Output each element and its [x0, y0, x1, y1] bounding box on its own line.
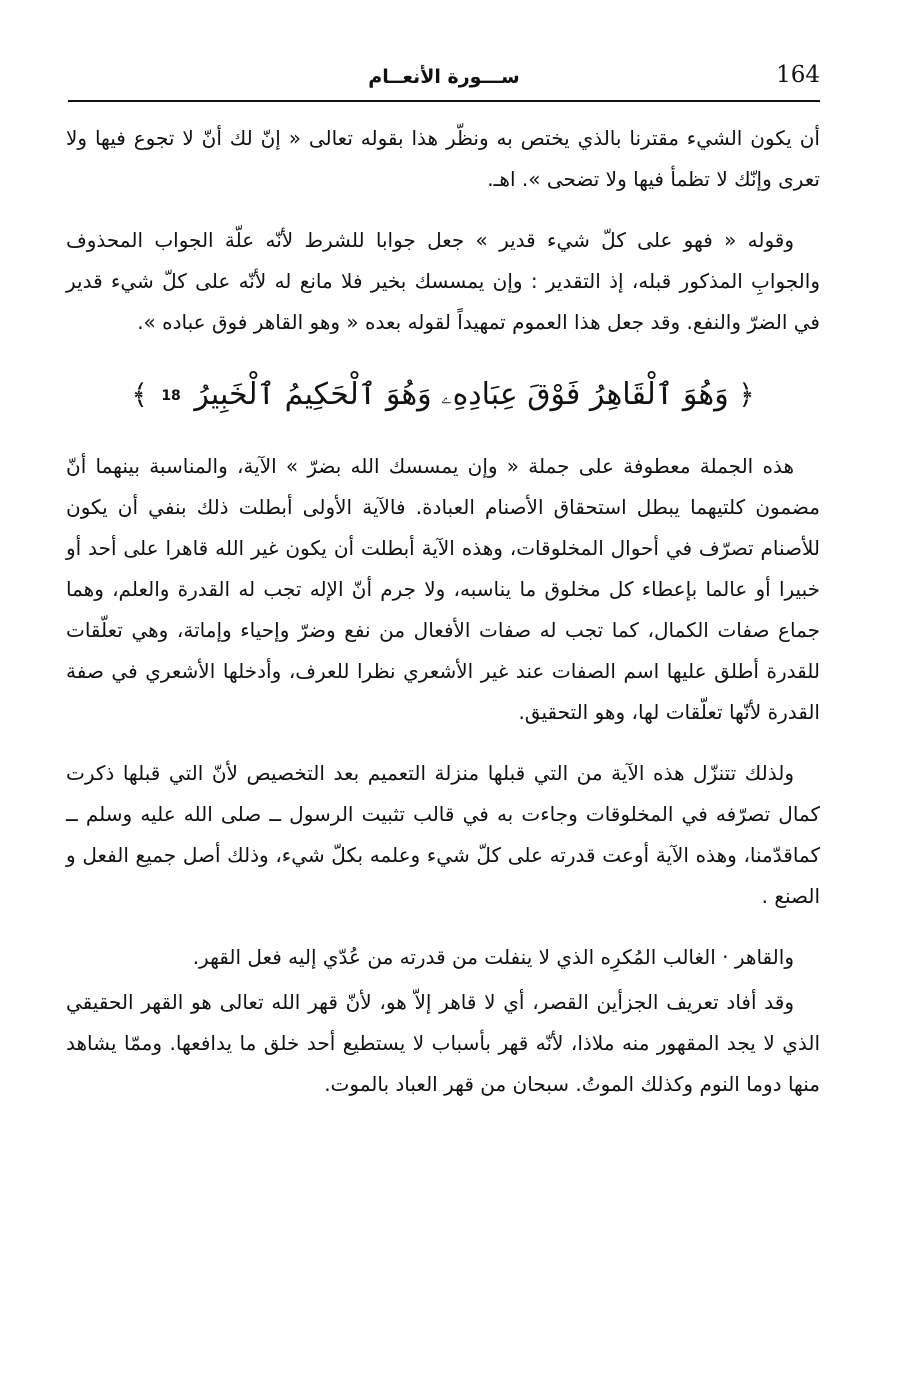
page-body	[66, 118, 820, 1125]
quran-verse	[66, 373, 820, 418]
paragraph-explanation: هذه الجملة معطوفة على جملة « وإن يمسسك الله بضرّ » الآية، والمناسبة بينهما أنّ مضمون كلتيهما يبطل استحقاق الأصنام العبادة. فالآية الأولى أبطلت ذلك بنفي أن يكون للأصنام تصرّف في أحوال المخلوقات، وهذه الآية أبطلت أن يكون غير الله قاهرا على أحد أو خبيرا أو عالما بإعطاء كل مخلوق ما يناسبه، ولا جرم أنّ الإله تجب له القدرة والعلم، وهما جماع صفات الكمال، كما تجب له صفات الأفعال من نفع وضرّ وإحياء وإماتة، وهي تعلّقات للقدرة أطلق عليها اسم الصفات عند غير الأشعري نظرا للعرف، وأدخلها الأشعري في صفة القدرة لأنّها تعلّقات لها، وهو التحقيق.	[66, 453, 820, 724]
paragraph-explanation: وقد أفاد تعريف الجزأين القصر، أي لا قاهر إلاّ هو، لأنّ قهر الله تعالى هو القهر الحقيقي الذي لا يجد المقهور منه ملاذا، لأنّه قهر بأسباب لا يستطيع أحد خلق ما يدافعها. وممّا يشاهد منها دوما النوم وكذلك الموتُ. سبحان من قهر العباد بالموت.	[66, 989, 820, 1096]
paragraph-explanation: ولذلك تتنزّل هذه الآية من التي قبلها منزلة التعميم بعد التخصيص لأنّ التي قبلها ذكرت كمال تصرّفه في المخلوقات وجاءت به في قالب تثبيت الرسول ــ صلى الله عليه وسلم ــ كماقدّمنا، وهذه الآية أوعت قدرته على كلّ شيء وعلمه بكلّ شيء، وذلك أصل جميع الفعل و الصنع .	[66, 760, 820, 908]
surah-title: ســـورة الأنعــام	[368, 66, 520, 88]
verse-text: وَهُوَ ٱلْقَاهِرُ فَوْقَ عِبَادِهِۦ وَهُوَ ٱلْحَكِيمُ ٱلْخَبِيرُ	[194, 377, 729, 412]
paragraph-continuation: أن يكون الشيء مقترنا بالذي يختص به ونظّر هذا بقوله تعالى « إنّ لك أنّ لا تجوع فيها ولا تعرى وإنّك لا تظمأ فيها ولا تضحى ». اهـ.	[66, 126, 820, 191]
paragraph-commentary: وقوله « فهو على كلّ شيء قدير » جعل جوابا للشرط لأنّه علّة الجواب المحذوف والجوابِ المذكور قبله، إذ التقدير : وإن يمسسك بخير فلا مانع له لأنّه على كلّ شيء قدير في الضرّ والنفع. وقد جعل هذا العموم تمهيداً لقوله بعده « وهو القاهر فوق عباده ».	[66, 228, 820, 334]
paragraph-explanation: والقاهر · الغالب المُكرِه الذي لا ينفلت من قدرته من عُدّي إليه فعل القهر.	[192, 944, 794, 969]
verse-number: 18	[161, 387, 181, 404]
verse-close-ornament: ﴾	[131, 378, 148, 411]
page-header	[68, 60, 820, 102]
page-number: 164	[776, 62, 820, 88]
verse-open-ornament: ﴿	[738, 378, 755, 411]
